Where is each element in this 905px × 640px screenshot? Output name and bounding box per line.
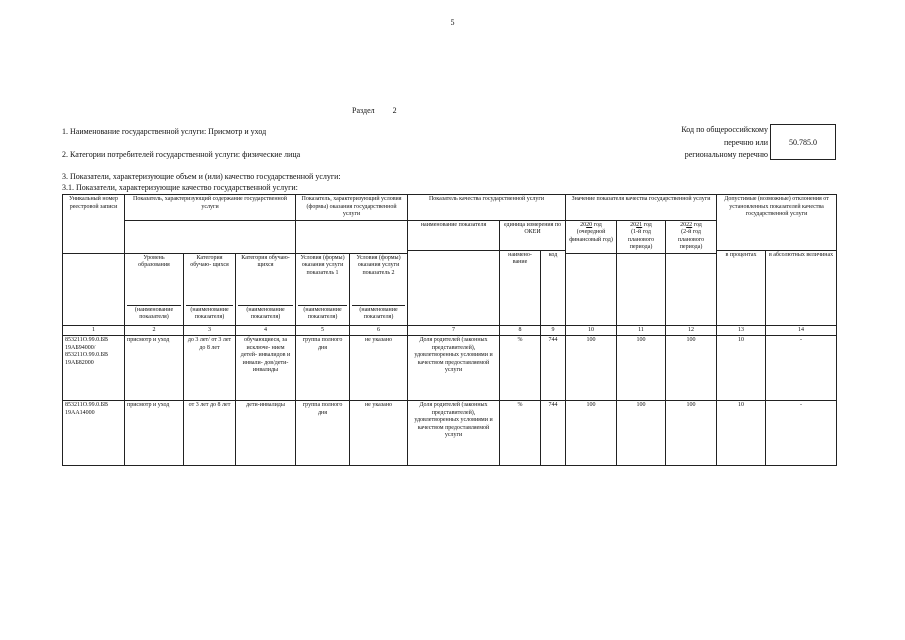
quality-heading: 3.1. Показатели, характеризующие качество государственной услуги: [62,183,298,192]
cell-percent: 10 [717,336,766,401]
col-number: 5 [296,325,350,336]
consumer-category: 2. Категории потребителей государственной услуги: физические лица [62,150,301,159]
year-1-number: 20 [586,221,593,228]
cell-value-2: 100 [617,401,666,466]
cell-code: 744 [541,336,566,401]
registry-spacer [63,253,125,325]
cell-value-2: 100 [617,336,666,401]
header-content: Показатель, характеризующий содержание государственной услуги [125,195,296,221]
cell-cond2: не указано [350,401,408,466]
cell-value-1: 100 [566,401,617,466]
col-number: 4 [236,325,296,336]
header-level: Уровень образования [138,254,170,268]
year-2-number: 21 [636,221,643,228]
cell-value-3: 100 [666,336,717,401]
cell-level: присмотр и уход [125,336,184,401]
header-quality: Показатель качества государственной услуги [408,195,566,221]
header-registry: Уникальный номер реестровой записи [63,195,125,254]
section-number: 2 [392,106,397,115]
header-indicator-name: наименование показателя [408,220,500,250]
col-number: 1 [63,325,125,336]
cell-level: присмотр и уход [125,401,184,466]
code-label-line-1: Код по общероссийскому [681,125,768,134]
year-2-note: (1-й год планового периода) [627,229,655,250]
indicator-name-spacer [408,250,500,325]
year-3-suffix: год [693,221,702,228]
header-unit-name: наимено- вание [500,250,541,325]
cell-cat2: дети-инвалиды [236,401,296,466]
col-number: 8 [500,325,541,336]
column-numbers-row [63,325,837,336]
year-3-number: 22 [686,221,693,228]
section-label: Раздел [352,106,375,115]
header-unit: единица измерения по ОКЕИ [500,220,566,250]
col-number: 9 [541,325,566,336]
page-number: 5 [450,18,455,27]
cell-unit: % [500,336,541,401]
cell-unit: % [500,401,541,466]
header-cond2: Условия (формы) оказания услуги показатель 2 [356,254,401,276]
header-cond1-sub: (наименование показателя) [298,305,347,322]
cell-value-3: 100 [666,401,717,466]
col-number: 10 [566,325,617,336]
code-label-line-2: перечню или [723,137,768,147]
header-cond1-cell [296,253,350,325]
code-label-line-3: региональному перечню [684,150,768,159]
table-row [63,336,837,401]
header-level-sub: (наименование показателя) [127,305,181,322]
header-conditions: Показатель, характеризующий условия (формы) оказания государственной услуги [296,195,408,221]
header-year-3 [666,220,717,253]
content-spacer [125,220,296,253]
cell-indicator: Доля родителей (законных представителей), удовлетворенных условиями и качеством предоставляемой услуги [408,336,500,401]
header-cond2-cell [350,253,408,325]
cell-code: 744 [541,401,566,466]
col-number: 2 [125,325,184,336]
header-year-2 [617,220,666,253]
year-spacer-2 [617,253,666,325]
header-values: Значение показателя качества государственной услуги [566,195,717,221]
header-cat2-cell [236,253,296,325]
table-row [63,401,837,466]
cell-registry: 853211О.99.0.БВ 19АБ94000/ 853211О.99.0.БВ 19АБ82000 [63,336,125,401]
year-3-prefix: 20 [680,221,687,228]
indicators-heading: 3. Показатели, характеризующие объем и (или) качество государственной услуги: [62,172,341,181]
section-title [352,106,397,115]
cell-registry: 853211О.99.0.БВ 19АА14000 [63,401,125,466]
header-cat2-sub: (наименование показателя) [238,305,293,322]
conditions-spacer [296,220,408,253]
header-percent: в процентах [717,250,766,325]
header-cond1: Условия (формы) оказания услуги показатель 1 [300,254,345,276]
col-number: 3 [184,325,236,336]
header-code: код [541,250,566,325]
year-2-suffix: год [643,221,652,228]
year-2-prefix: 20 [630,221,637,228]
col-number: 14 [766,325,837,336]
cell-cat1: до 3 лет/ от 3 лет до 8 лет [184,336,236,401]
header-cat1-sub: (наименование показателя) [186,305,233,322]
cell-indicator: Доля родителей (законных представителей), удовлетворенных условиями и качеством предоставляемой услуги [408,401,500,466]
col-number: 6 [350,325,408,336]
header-absolute: в абсолютных величинах [766,250,837,325]
cell-absolute: - [766,401,837,466]
cell-percent: 10 [717,401,766,466]
header-deviation: Допустимые (возможные) отклонения от установленных показателей качества государственной услуги [717,195,837,251]
col-number: 7 [408,325,500,336]
header-cond2-sub: (наименование показателя) [352,305,405,322]
service-name: 1. Наименование государственной услуги: Присмотр и уход [62,127,267,136]
cell-cond1: группа полного дня [296,401,350,466]
cell-cond1: группа полного дня [296,336,350,401]
header-cat1-cell [184,253,236,325]
cell-absolute: - [766,336,837,401]
col-number: 13 [717,325,766,336]
year-spacer-1 [566,253,617,325]
quality-table [62,194,837,466]
year-3-note: (2-й год планового периода) [677,229,705,250]
cell-value-1: 100 [566,336,617,401]
cell-cat1: от 3 лет до 8 лет [184,401,236,466]
header-level-cell [125,253,184,325]
header-row-1 [63,195,837,221]
code-label [681,124,768,162]
code-box [770,124,836,160]
col-number: 12 [666,325,717,336]
year-1-note: (очередной финансовый год) [569,229,613,243]
year-spacer-3 [666,253,717,325]
header-year-1 [566,220,617,253]
col-number: 11 [617,325,666,336]
cell-cond2: не указано [350,336,408,401]
cell-cat2: обучающиеся, за исключе- нием детей- инвалидов и инвали- дов/дети- инвалиды [236,336,296,401]
year-1-prefix: 20 [580,221,587,228]
header-cat2: Категория обучаю- щихся [241,254,290,268]
header-cat1: Категория обучаю- щихся [190,254,229,268]
code-value: 50.785.0 [789,137,817,147]
year-1-suffix: год [593,221,602,228]
